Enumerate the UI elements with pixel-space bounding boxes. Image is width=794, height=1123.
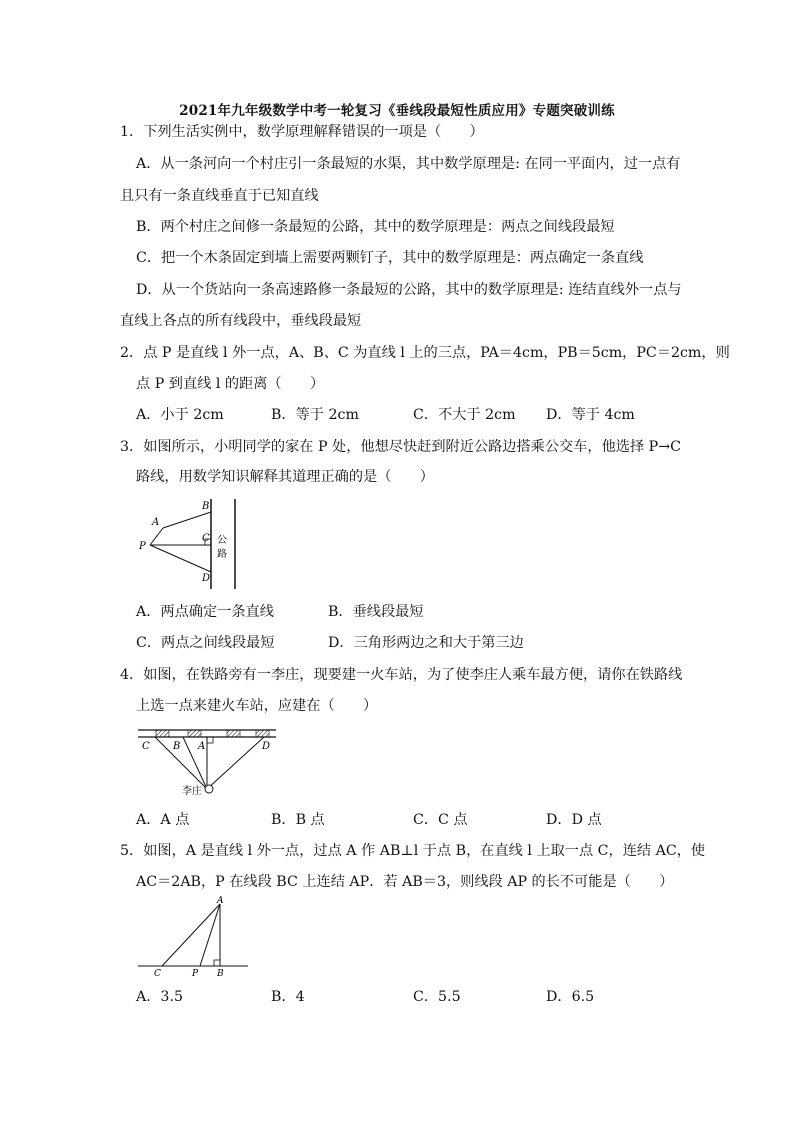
- label-d: D: [202, 573, 211, 584]
- q4-option-b: B．B 点: [271, 812, 325, 828]
- segment-ab: [163, 512, 211, 528]
- q2-stem-line2: 点 P 到直线 l 的距离（ ）: [136, 376, 325, 392]
- segment-ac: [162, 904, 220, 966]
- q2-option-c: C．不大于 2cm: [413, 407, 516, 423]
- road-label-2: 路: [217, 549, 227, 560]
- rail-tie-4: [256, 730, 269, 737]
- label-b: B: [173, 741, 181, 752]
- segment-ap: [200, 904, 220, 966]
- q3-option-b: B．垂线段最短: [328, 604, 424, 620]
- q4-stem-line1: 4．如图，在铁路旁有一李庄，现要建一火车站，为了使李庄人乘车最方便，请你在铁路线: [120, 667, 683, 683]
- q1-option-d-line2: 直线上各点的所有线段中，垂线段最短: [120, 313, 362, 329]
- label-p: P: [192, 969, 199, 979]
- q2-option-d: D．等于 4cm: [546, 407, 635, 423]
- q5-option-a: A．3.5: [136, 989, 183, 1005]
- q2-option-a: A．小于 2cm: [136, 407, 224, 423]
- label-b: B: [217, 969, 224, 979]
- rail-tie-3: [227, 730, 240, 737]
- village-marker: [205, 785, 213, 793]
- q1-option-a-line2: 且只有一条直线垂直于已知直线: [120, 188, 319, 204]
- label-a: A: [152, 517, 160, 528]
- q5-option-c: C．5.5: [413, 989, 461, 1005]
- q2-stem-line1: 2．点 P 是直线 l 外一点，A、B、C 为直线 l 上的三点，PA＝4cm，PB＝5cm，PC＝2cm，则: [120, 345, 730, 361]
- q3-stem-line2: 路线，用数学知识解释其道理正确的是（ ）: [136, 469, 434, 485]
- q3-option-c: C．两点之间线段最短: [136, 635, 275, 651]
- q1-option-c: C．把一个木条固定到墙上需要两颗钉子，其中的数学原理是：两点确定一条直线: [136, 250, 644, 266]
- q4-option-d: D．D 点: [546, 812, 602, 828]
- rail-tie-1: [156, 730, 169, 737]
- right-angle-mark: [207, 737, 213, 743]
- q3-option-d: D．三角形两边之和大于第三边: [328, 635, 524, 651]
- q5-option-d: D．6.5: [546, 989, 595, 1005]
- q1-option-a-line1: A．从一条河向一个村庄引一条最短的水渠，其中数学原理是: 在同一平面内，过一点有: [136, 156, 681, 172]
- q5-stem-line1: 5．如图，A 是直线 l 外一点，过点 A 作 AB⊥l 于点 B，在直线 l 上取一点 C，连结 AC，使: [120, 843, 706, 859]
- q1-option-d-line1: D．从一个货站向一条高速路修一条最短的公路，其中的数学原理是: 连结直线外一点与: [136, 282, 682, 298]
- label-b: B: [202, 501, 210, 512]
- label-a: A: [198, 741, 206, 752]
- label-d: D: [262, 741, 271, 752]
- segment-pa: [150, 528, 163, 545]
- label-c: C: [142, 741, 150, 752]
- q5-stem-line2: AC＝2AB，P 在线段 BC 上连结 AP．若 AB＝3，则线段 AP 的长不可能是（ ）: [136, 874, 674, 890]
- q1-stem: 1．下列生活实例中，数学原理解释错误的一项是（ ）: [120, 124, 484, 140]
- road-label-1: 公: [217, 535, 227, 546]
- q4-option-c: C．C 点: [413, 812, 468, 828]
- label-c: C: [202, 533, 210, 544]
- q5-option-b: B．4: [271, 989, 305, 1005]
- segment-pd: [150, 545, 211, 572]
- label-village: 李庄: [182, 786, 202, 797]
- q4-figure: [136, 726, 281, 798]
- q3-stem-line1: 3．如图所示，小明同学的家在 P 处，他想尽快赶到附近公路边搭乘公交车，他选择 P→C: [120, 439, 681, 455]
- segment-d-village: [207, 737, 264, 789]
- q2-option-b: B．等于 2cm: [271, 407, 359, 423]
- label-p: P: [139, 541, 146, 552]
- q5-figure: [136, 894, 252, 980]
- label-a: A: [217, 896, 224, 906]
- q4-option-a: A．A 点: [136, 812, 190, 828]
- q3-option-a: A．两点确定一条直线: [136, 604, 274, 620]
- q1-option-b: B．两个村庄之间修一条最短的公路，其中的数学原理是：两点之间线段最短: [136, 219, 615, 235]
- label-c: C: [154, 969, 161, 979]
- q4-stem-line2: 上选一点来建火车站，应建在（ ）: [136, 698, 378, 714]
- page-title: 2021年九年级数学中考一轮复习《垂线段最短性质应用》专题突破训练: [179, 103, 615, 119]
- rail-tie-2: [188, 730, 201, 737]
- q3-figure: [136, 495, 246, 595]
- right-angle-mark: [214, 960, 220, 966]
